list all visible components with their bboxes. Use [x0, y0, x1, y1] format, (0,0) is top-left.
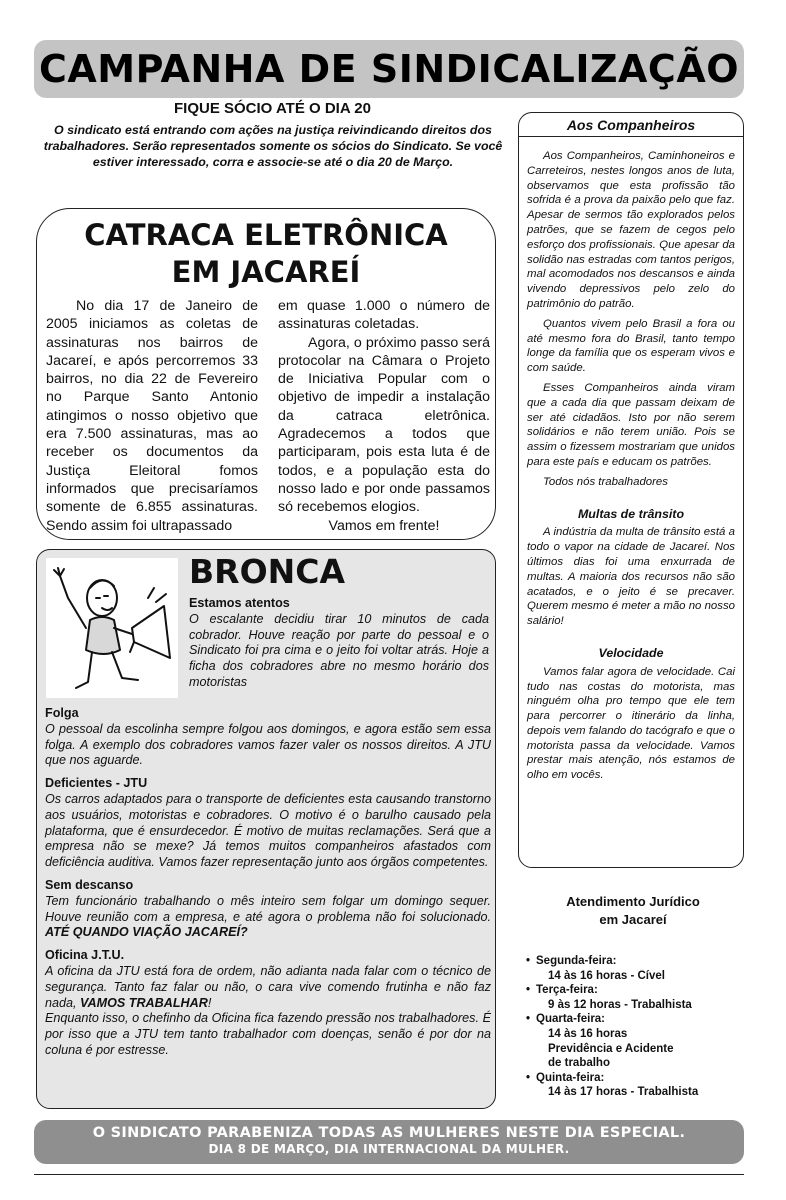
bronca-title: BRONCA	[189, 552, 345, 591]
schedule-day: Terça-feira:	[536, 984, 598, 997]
atendimento-title-line1: Atendimento Jurídico	[566, 894, 700, 909]
catraca-columns	[46, 297, 490, 535]
catraca-title	[37, 217, 495, 291]
atendimento-title	[526, 893, 740, 929]
bullet-icon: •	[526, 1071, 531, 1084]
schedule-time: 9 às 12 horas - Trabalhista	[548, 998, 692, 1011]
shouting-man-illustration	[46, 558, 178, 698]
bullet-icon: •	[526, 984, 531, 997]
oficina-paragraph: A oficina da JTU está fora de ordem, não adianta nada falar com o técnico de segurança. Tanto faz falar ou não, o cara vive comendo frutinha e não faz nada, VAMOS TRABALHAR!	[45, 963, 491, 1010]
subtitle: FIQUE SÓCIO ATÉ O DIA 20	[174, 100, 371, 117]
catraca-paragraph: em quase 1.000 o número de assinaturas coletadas.	[278, 298, 490, 333]
bronca-item	[45, 948, 491, 1059]
oficina-heading: Oficina J.T.U.	[45, 948, 125, 963]
schedule-detail: Previdência e Acidente	[548, 1042, 674, 1055]
catraca-paragraph: No dia 17 de Janeiro de 2005 iniciamos as coletas de assinaturas nos bairros de Jacareí, e após percorremos 33 bairros, no dia 22 de Fevereiro no Parque Santo Antonio atingimos o nosso objetivo que era 7.500 assinaturas, mas ao receber os documentos da Justiça Eleitoral fomos informados que precisaríamos somente de 6.855 assinaturas. Sendo assim foi ultrapassado	[46, 298, 258, 534]
footer-line-1: O SINDICATO PARABENIZA TODAS AS MULHERES NESTE DIA ESPECIAL.	[92, 1125, 686, 1141]
descanso-text: Tem funcionário trabalhando o mês inteiro sem folgar um domingo sequer. Houve reunião com a empresa, e até agora o problema não foi solucionado.	[45, 893, 491, 924]
catraca-title-line2: EM JACAREÍ	[171, 255, 361, 289]
schedule-item	[526, 1012, 740, 1070]
schedule-item	[526, 983, 740, 1012]
atentos-heading: Estamos atentos	[189, 596, 290, 610]
companheiros-heading: Aos Companheiros	[519, 113, 743, 137]
catraca-title-line1: CATRACA ELETRÔNICA	[84, 218, 448, 252]
bronca-item	[45, 878, 491, 941]
catraca-article	[36, 208, 496, 540]
bullet-icon: •	[526, 955, 531, 967]
schedule-day: Quinta-feira:	[536, 1071, 605, 1084]
catraca-paragraph: Agora, o próximo passo será protocolar na Câmara o Projeto de Iniciativa Popular com o objetivo de impedir a instalação da catraca eletrônica. Agradecemos a todos que participaram, pois esta luta é de todos, e a população esta do nosso lado e por onde passamos só recebemos elogios.	[278, 334, 490, 516]
deficientes-heading: Deficientes - JTU	[45, 776, 148, 791]
multas-text: A indústria da multa de trânsito está a todo o vapor na cidade de Jacareí. Nos últimos dias foi uma enxurrada de multas. A maioria dos recursos não são acatados, e o jeito é se precaver. Querem mesmo é meter a mão no nosso salário!	[527, 526, 735, 628]
descanso-paragraph	[45, 894, 491, 941]
descanso-emphasis: ATÉ QUANDO VIAÇÃO JACAREÍ?	[45, 925, 248, 940]
atentos-text: O escalante decidiu tirar 10 minutos de cada cobrador. Houve reação por parte do pessoal e o Sindicato foi pra cima e o jeito foi voltar atrás. Hoje a ficha dos cobradores abre no mesmo horário dos motoristas	[189, 611, 489, 689]
bronca-item	[45, 776, 491, 871]
schedule-day: Segunda-feira:	[536, 955, 617, 967]
catraca-column-2	[278, 297, 490, 535]
velocidade-text: Vamos falar agora de velocidade. Cai tudo nas costas do motorista, mas ninguém olha pro tempo que ele tem para percorrer o itinerário da linha, depois vem falando do tacógrafo e que o motorista passa da velocidade. Vamos prestar mais atenção, nós estamos de olho em vocês.	[527, 665, 735, 782]
bottom-divider	[34, 1174, 744, 1175]
schedule-time: 14 às 16 horas	[548, 1027, 628, 1040]
companheiros-sidebar	[518, 112, 744, 868]
schedule-item	[526, 1071, 740, 1100]
schedule-item	[526, 954, 740, 983]
oficina-text: A oficina da JTU está fora de ordem, não adianta nada falar com o técnico de segurança. Tanto faz falar ou não, o cara vive comendo frutinha e não faz nada,	[45, 963, 491, 1010]
megaphone-man-icon	[46, 558, 178, 698]
descanso-heading: Sem descanso	[45, 877, 134, 892]
velocidade-heading: Velocidade	[598, 645, 664, 660]
bronca-items	[45, 706, 491, 1066]
footer-banner	[34, 1120, 744, 1164]
folga-heading: Folga	[45, 706, 79, 720]
atendimento-schedule	[526, 954, 740, 1100]
atendimento-title-line2: em Jacareí	[599, 912, 667, 927]
bronca-item	[45, 706, 491, 769]
schedule-detail: de trabalho	[548, 1057, 610, 1070]
deficientes-text: Os carros adaptados para o transporte de deficientes esta causando transtorno aos usuários, motoristas e cobradores. O motivo é o barulho causado pela plataforma, que é ensurdecedor. É motivo de muitas reclamações. Será que a empresa não se mexe? Já temos muitos companheiros afastados com deficiência auditiva. Vamos fazer representação junto aos órgãos competentes.	[45, 791, 491, 870]
page-title: CAMPANHA DE SINDICALIZAÇÃO	[38, 47, 740, 91]
header-banner	[34, 40, 744, 98]
oficina-emphasis: VAMOS TRABALHAR	[80, 995, 208, 1010]
bronca-section	[36, 549, 496, 1109]
companheiros-paragraph: Esses Companheiros ainda viram que a cada dia que passam deixam de ser até cidadãos. Isto por não serem solidários e não terem união. Pois se assim o fizessem mostrariam que unidos para este país e educam os patrões.	[527, 381, 735, 468]
companheiros-body	[519, 137, 743, 783]
bullet-icon: •	[526, 1013, 531, 1026]
bronca-atentos	[189, 596, 489, 691]
schedule-day: Quarta-feira:	[536, 1013, 606, 1026]
intro-text: O sindicato está entrando com ações na justiça reivindicando direitos dos trabalhadores. Serão representados somente os sócios do Sindicato. Se você estiver interessado, corra e associe-se até o dia 20 de Março.	[43, 123, 503, 169]
catraca-closing: Vamos em frente!	[328, 517, 440, 534]
folga-text: O pessoal da escolinha sempre folgou aos domingos, e agora estão sem essa folga. A exemplo dos cobradores vamos fazer valer os nossos direitos. A JTU que nos aguarde.	[45, 721, 491, 768]
footer-line-2: DIA 8 DE MARÇO, DIA INTERNACIONAL DA MULHER.	[208, 1142, 570, 1156]
companheiros-paragraph: Aos Companheiros, Caminhoneiros e Carreteiros, nestes longos anos de luta, observamos que esta profissão tão sofrida é a prova da paixão pelo que faz. Apesar de sermos tão explorados pelos patrões, que se fazem de cegos pelo esforço dos profissionais. Que apesar da solidão nas estradas com tantos perigos, mal acomodados nos descansos e ainda vivendo depressivos pelo zelo do patrimônio do patrão.	[527, 150, 735, 310]
schedule-time: 14 às 17 horas - Trabalhista	[548, 1086, 699, 1099]
catraca-column-1	[46, 297, 258, 535]
atendimento-juridico	[526, 893, 740, 1100]
oficina-text-2: Enquanto isso, o chefinho da Oficina fica fazendo pressão nos trabalhadores. É por isso que a JTU tem tanto trabalhador com doenças, senão é por dor na coluna é por estresse.	[45, 1011, 491, 1057]
multas-heading: Multas de trânsito	[577, 506, 685, 521]
schedule-time: 14 às 16 horas - Cível	[548, 969, 665, 982]
companheiros-paragraph: Quantos vivem pelo Brasil a fora ou até mesmo fora do Brasil, tanto tempo longe da família que os esperam vivos e com saúde.	[527, 317, 735, 375]
companheiros-paragraph: Todos nós trabalhadores	[543, 475, 668, 488]
